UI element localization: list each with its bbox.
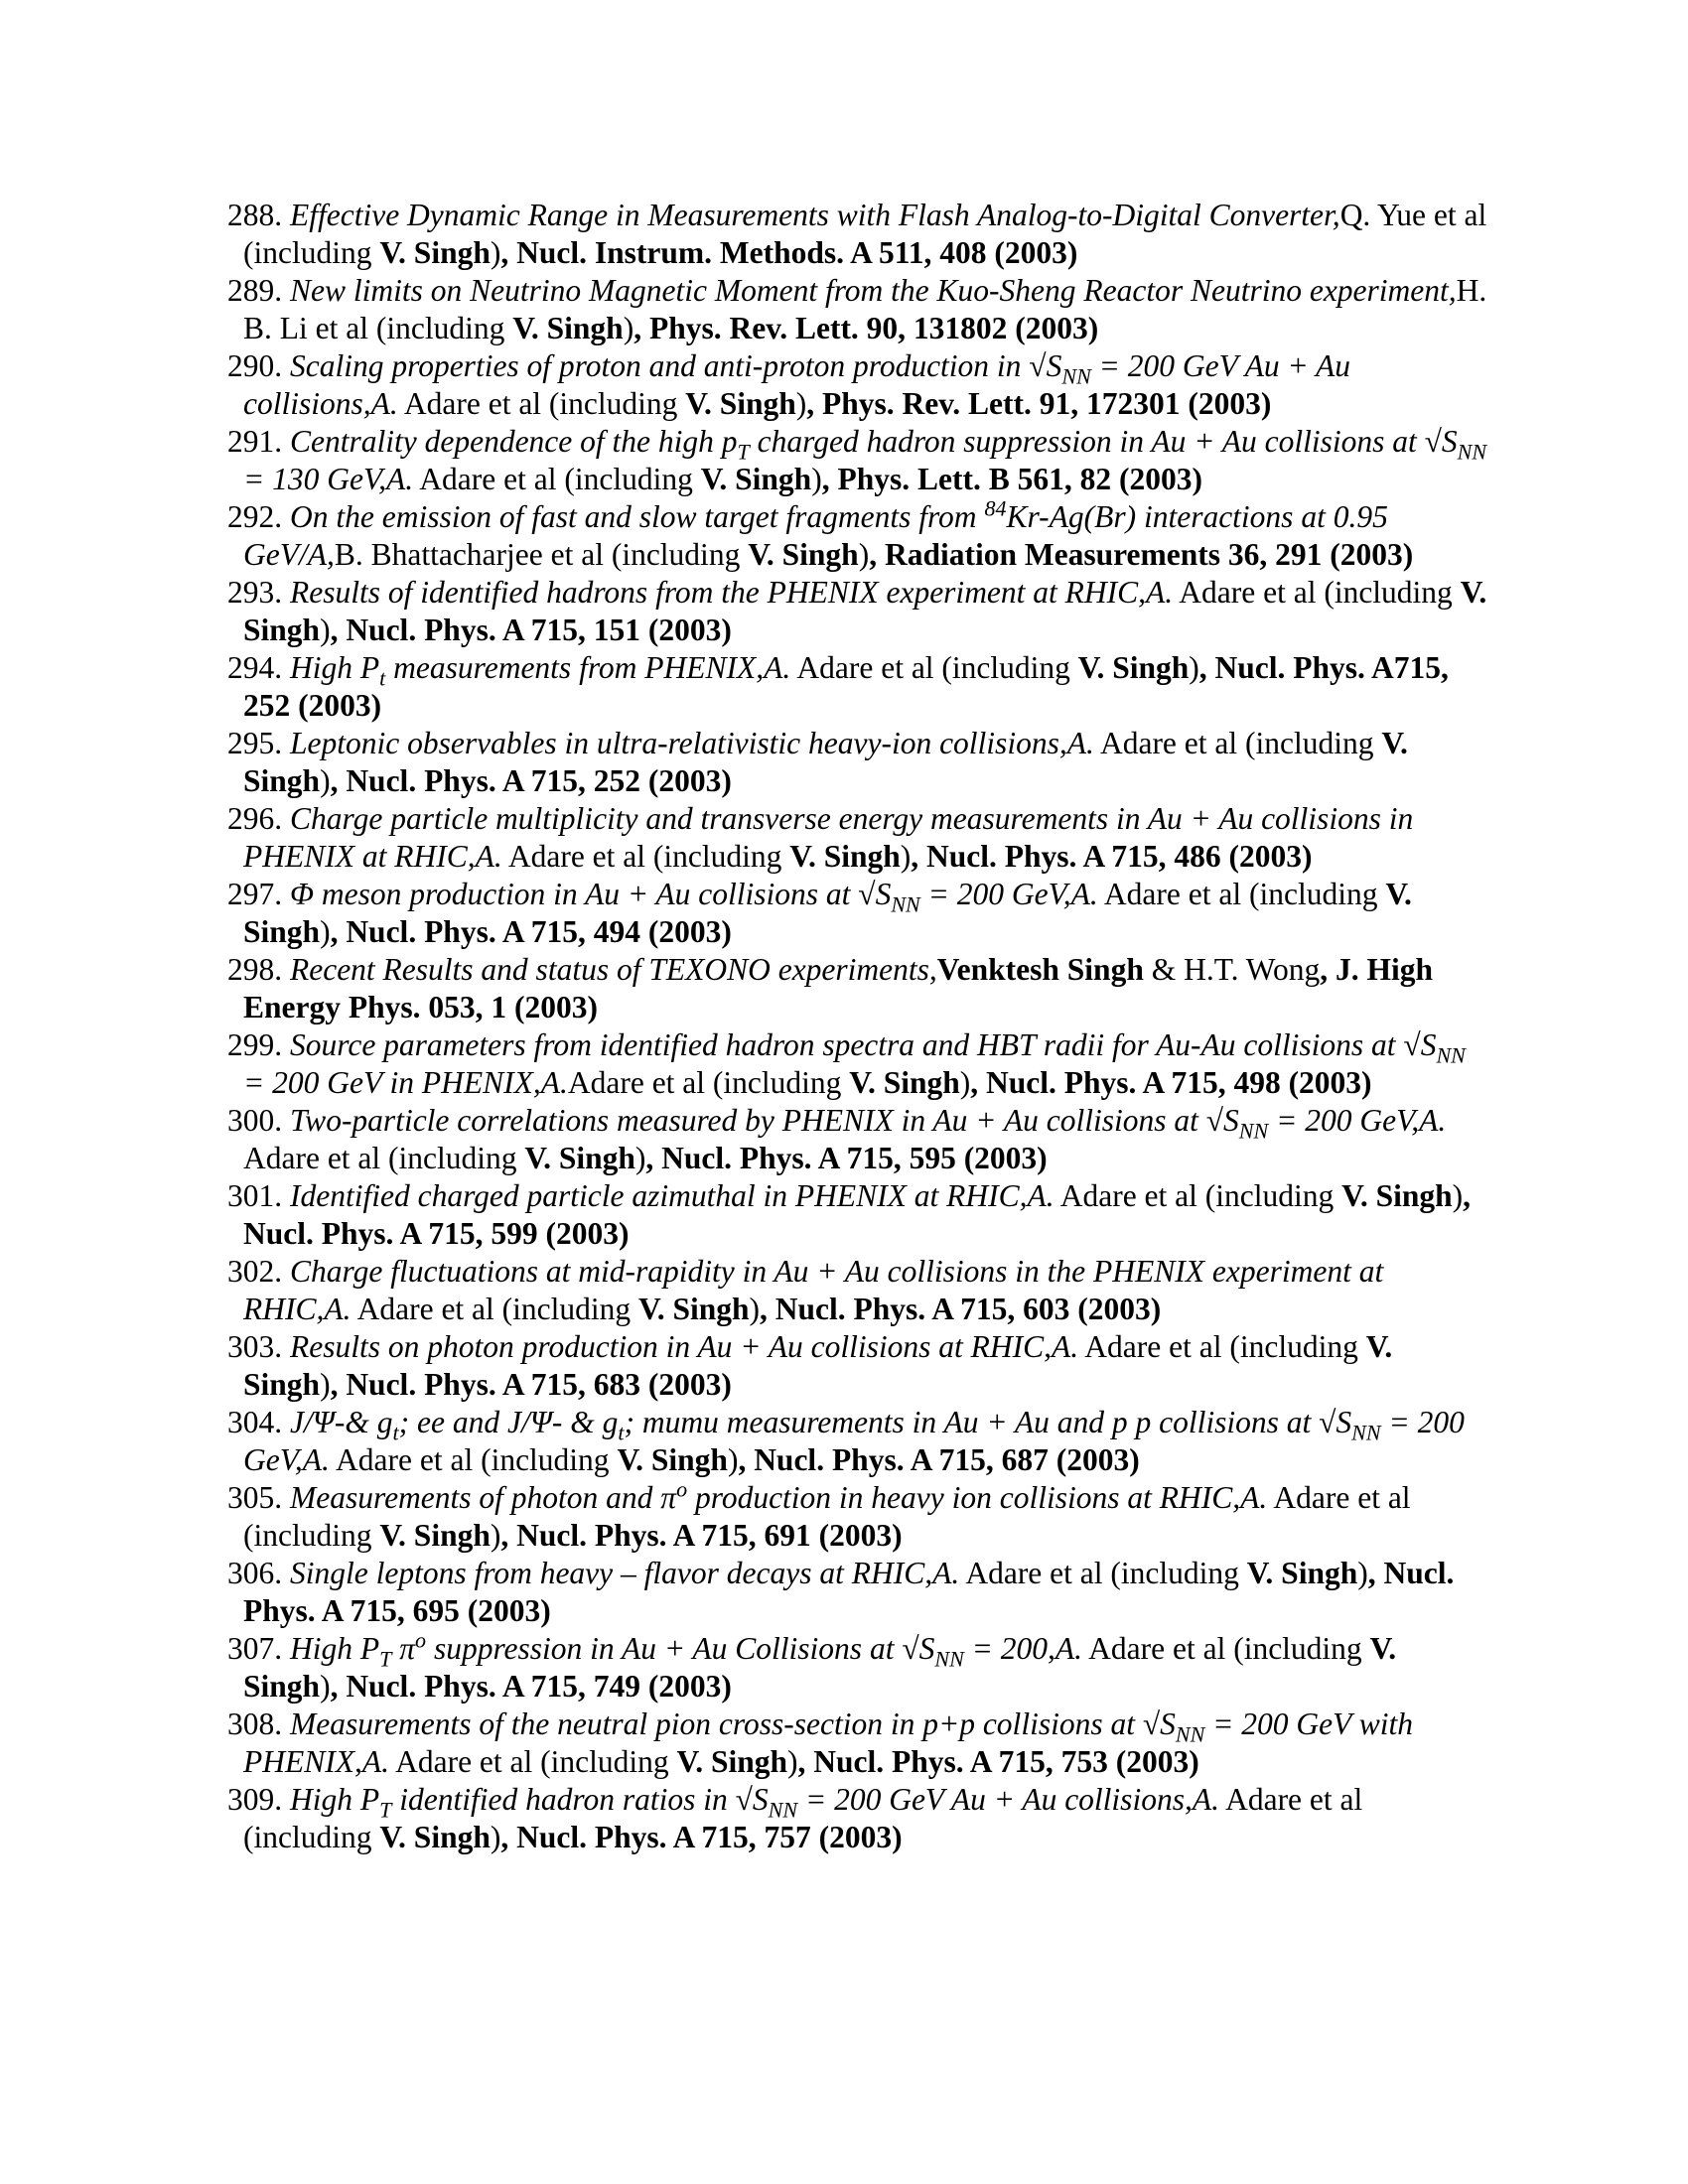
entry-authors-close: ) — [900, 839, 912, 874]
entry-authors-close: ) — [795, 386, 807, 421]
entry-number: 305. — [227, 1480, 283, 1515]
entry-author-highlight: V. Singh — [1341, 1178, 1453, 1213]
entry-authors-close: ) — [320, 1669, 331, 1704]
entry-title: Centrality dependence of the high $p_T$ charged hadron suppression in Au + Au collisions at $√S_{NN} = 130$ GeV,A. — [243, 424, 1487, 496]
publication-entry — [227, 951, 1488, 1026]
entry-authors: Adare et al (including — [243, 1141, 525, 1175]
publication-entry — [227, 1476, 1488, 1555]
entry-authors: H. B. Li et al (including — [243, 273, 1487, 345]
publication-entry — [227, 423, 1488, 498]
publication-entry — [227, 1781, 1488, 1856]
entry-journal: , Nucl. Phys. A 715, 603 (2003) — [760, 1292, 1162, 1326]
entry-journal: , Nucl. Phys. A 715, 749 (2003) — [330, 1669, 732, 1704]
entry-number: 296. — [227, 801, 283, 836]
entry-title: Measurements of photon and $\pi^o$ production in heavy ion collisions at RHIC,A. — [290, 1476, 1268, 1515]
entry-title: Leptonic observables in ultra-relativistic heavy-ion collisions,A. — [290, 726, 1094, 760]
entry-authors-close: & H.T. Wong — [1143, 952, 1321, 987]
entry-number: 309. — [227, 1782, 283, 1817]
entry-number: 291. — [227, 424, 283, 459]
entry-authors-close: ) — [320, 613, 331, 647]
publication-entry — [227, 1253, 1488, 1328]
entry-title: Recent Results and status of TEXONO experiments, — [290, 952, 937, 987]
entry-authors-close: ) — [749, 1292, 761, 1326]
entry-title: Φ meson production in Au + Au collisions at $√S_{NN} = 200$ GeV,A. — [290, 877, 1098, 917]
entry-number: 290. — [227, 348, 283, 383]
publication-entry — [227, 347, 1488, 423]
entry-author-highlight: V. Singh — [789, 839, 901, 874]
entry-title: Measurements of the neutral pion cross-section in p+p collisions at $√S_{NN} = 200$ GeV with PHENIX,A. — [243, 1706, 1413, 1779]
entry-journal: , Phys. Rev. Lett. 91, 172301 (2003) — [806, 386, 1272, 421]
entry-journal: , Nucl. Phys. A 715, 599 (2003) — [243, 1178, 1471, 1251]
entry-journal: , Nucl. Phys. A 715, 252 (2003) — [330, 763, 732, 798]
entry-author-highlight: V. Singh — [849, 1065, 960, 1100]
entry-number: 308. — [227, 1706, 283, 1741]
entry-authors: Adare et al (including — [329, 1442, 618, 1477]
entry-authors: Adare et al (including — [243, 1480, 1411, 1553]
publication-entry — [227, 1404, 1488, 1479]
entry-author-highlight: V. Singh — [243, 726, 1408, 798]
entry-number: 301. — [227, 1178, 283, 1213]
entry-authors: Adare et al (including — [959, 1556, 1247, 1590]
entry-title: Effective Dynamic Range in Measurements with Flash Analog-to-Digital Converter, — [290, 198, 1340, 232]
entry-authors-close: ) — [320, 914, 331, 949]
entry-authors: Adare et al (including — [1078, 1329, 1366, 1364]
entry-author-highlight: V. Singh — [676, 1744, 787, 1779]
entry-author-highlight: V. Singh — [243, 1329, 1393, 1402]
entry-journal: , Nucl. Phys. A 715, 494 (2003) — [330, 914, 732, 949]
entry-journal: , Nucl. Phys. A 715, 757 (2003) — [500, 1820, 903, 1854]
entry-title: New limits on Neutrino Magnetic Moment from the Kuo-Sheng Reactor Neutrino experiment, — [290, 273, 1457, 308]
entry-authors: Q. Yue et al (including — [243, 198, 1487, 270]
entry-number: 295. — [227, 726, 283, 760]
entry-title: On the emission of fast and slow target fragments from $^{84}$Kr-Ag(Br) interactions at 0.95 GeV/A, — [243, 495, 1388, 572]
publication-entry — [227, 649, 1488, 725]
entry-authors-close: ) — [490, 235, 501, 270]
entry-title: Results on photon production in Au + Au collisions at RHIC,A. — [290, 1329, 1079, 1364]
entry-title: Single leptons from heavy – flavor decays at RHIC,A. — [290, 1556, 960, 1590]
publication-entry — [227, 1627, 1488, 1706]
entry-authors: Adare et al (including — [388, 1744, 677, 1779]
entry-authors: Adare et al (including — [567, 1065, 850, 1100]
entry-author-highlight: V. Singh — [748, 537, 859, 572]
entry-authors-close: ) — [727, 1442, 739, 1477]
publication-entry — [227, 800, 1488, 876]
entry-number: 307. — [227, 1631, 283, 1666]
entry-journal: , Nucl. Phys. A 715, 687 (2003) — [738, 1442, 1140, 1477]
entry-authors-close: ) — [320, 763, 331, 798]
entry-journal: , Nucl. Phys. A 715, 683 (2003) — [330, 1367, 732, 1402]
entry-author-highlight: V. Singh — [1077, 650, 1190, 685]
entry-authors: Adare et al (including — [1093, 726, 1382, 760]
entry-journal: , Nucl. Phys. A 715, 151 (2003) — [330, 613, 732, 647]
entry-number: 288. — [227, 198, 283, 232]
publication-entry — [227, 1102, 1488, 1177]
entry-authors-close: ) — [787, 1744, 798, 1779]
entry-author-highlight: V. Singh — [379, 1518, 491, 1553]
entry-title: High $P_T$ $\pi^o$ suppression in Au + Au Collisions at $√S_{NN} = 200,A$. — [290, 1627, 1083, 1672]
publication-entry — [227, 574, 1488, 649]
entry-author-highlight: V. Singh — [379, 235, 491, 270]
entry-authors-close: ) — [858, 537, 870, 572]
entry-number: 293. — [227, 575, 283, 610]
publication-entry — [227, 1177, 1488, 1253]
publication-entry — [227, 725, 1488, 800]
entry-journal: , Nucl. Phys. A 715, 753 (2003) — [797, 1744, 1199, 1779]
entry-authors-close: ) — [1452, 1178, 1464, 1213]
entry-title: High $P_t$ measurements from PHENIX,A. — [290, 650, 791, 691]
entry-authors-close: ) — [959, 1065, 971, 1100]
entry-title: Two-particle correlations measured by PHENIX in Au + Au collisions at $√S_{NN} = 200$ GeV,A. — [290, 1103, 1447, 1144]
entry-authors-close: ) — [1357, 1556, 1368, 1590]
entry-title: J/Ψ-& $g_t$; ee and J/Ψ- & $g_t$; mumu measurements in Au + Au and p p collisions at $√S_{NN} = 200$ GeV,A. — [243, 1405, 1465, 1477]
entry-authors: Adare et al (including — [1097, 877, 1386, 911]
entry-authors: B. Bhattacharjee et al (including — [334, 537, 749, 572]
entry-journal: , Phys. Lett. B 561, 82 (2003) — [821, 462, 1202, 496]
entry-authors: Adare et al (including — [397, 386, 686, 421]
entry-journal: , Nucl. Phys. A 715, 498 (2003) — [970, 1065, 1372, 1100]
entry-title: Identified charged particle azimuthal in PHENIX at RHIC,A. — [290, 1178, 1055, 1213]
entry-author-highlight: Venktesh Singh — [936, 952, 1144, 987]
entry-number: 294. — [227, 650, 283, 685]
entry-number: 289. — [227, 273, 283, 308]
publication-entry — [227, 1328, 1488, 1404]
entry-author-highlight: V. Singh — [638, 1292, 750, 1326]
entry-authors: Adare et al (including — [790, 650, 1078, 685]
entry-authors-close: ) — [811, 462, 822, 496]
entry-number: 292. — [227, 499, 283, 534]
entry-number: 297. — [227, 877, 283, 911]
entry-journal: , Nucl. Instrum. Methods. A 511, 408 (2003) — [500, 235, 1078, 270]
entry-number: 300. — [227, 1103, 283, 1138]
entry-author-highlight: V. Singh — [243, 1631, 1397, 1704]
entry-journal: , Radiation Measurements 36, 291 (2003) — [869, 537, 1414, 572]
entry-number: 303. — [227, 1329, 283, 1364]
publication-entry — [227, 1555, 1488, 1630]
publication-entry — [227, 197, 1488, 272]
entry-author-highlight: V. Singh — [700, 462, 812, 496]
entry-journal: , Phys. Rev. Lett. 90, 131802 (2003) — [633, 311, 1099, 345]
entry-journal: , Nucl. Phys. A715, 252 (2003) — [243, 650, 1449, 723]
entry-authors: Adare et al (including — [501, 839, 790, 874]
entry-journal: , Nucl. Phys. A 715, 695 (2003) — [243, 1556, 1455, 1628]
entry-author-highlight: V. Singh — [524, 1141, 635, 1175]
entry-authors-close: ) — [490, 1820, 501, 1854]
publication-list — [227, 197, 1488, 1856]
entry-journal: , Nucl. Phys. A 715, 595 (2003) — [645, 1141, 1048, 1175]
entry-number: 302. — [227, 1254, 283, 1289]
entry-authors-close: ) — [490, 1518, 501, 1553]
entry-authors: Adare et al (including — [1054, 1178, 1342, 1213]
entry-authors-close: ) — [623, 311, 634, 345]
publication-entry — [227, 1706, 1488, 1781]
publication-entry — [227, 1026, 1488, 1102]
entry-number: 304. — [227, 1405, 283, 1439]
entry-journal: , Nucl. Phys. A 715, 486 (2003) — [911, 839, 1313, 874]
entry-title: Scaling properties of proton and anti-proton production in $√S_{NN} = 200$ GeV Au + Au collisions,A. — [243, 348, 1351, 421]
publication-entry — [227, 876, 1488, 951]
entry-number: 306. — [227, 1556, 283, 1590]
entry-number: 299. — [227, 1027, 283, 1062]
entry-authors-close: ) — [320, 1367, 331, 1402]
entry-authors: Adare et al (including — [351, 1292, 639, 1326]
entry-authors: Adare et al (including — [1173, 575, 1461, 610]
entry-title: Source parameters from identified hadron spectra and HBT radii for Au-Au collisions at $√S_{NN} = 200$ GeV in PHENIX,A. — [243, 1027, 1466, 1100]
entry-authors: Adare et al (including — [243, 1782, 1363, 1854]
entry-author-highlight: V. Singh — [512, 311, 624, 345]
entry-authors: Adare et al (including — [413, 462, 701, 496]
entry-title: High $P_T$ identified hadron ratios in $√S_{NN} = 200$ GeV Au + Au collisions,A. — [290, 1782, 1219, 1823]
entry-author-highlight: V. Singh — [243, 575, 1487, 647]
publication-entry — [227, 495, 1488, 574]
entry-authors-close: ) — [1189, 650, 1199, 685]
entry-author-highlight: V. Singh — [1246, 1556, 1358, 1590]
entry-authors: Adare et al (including — [1082, 1631, 1370, 1666]
entry-author-highlight: V. Singh — [685, 386, 796, 421]
entry-author-highlight: V. Singh — [617, 1442, 728, 1477]
entry-title: Results of identified hadrons from the PHENIX experiment at RHIC,A. — [290, 575, 1174, 610]
entry-number: 298. — [227, 952, 283, 987]
entry-journal: , J. High Energy Phys. 053, 1 (2003) — [243, 952, 1434, 1024]
entry-journal: , Nucl. Phys. A 715, 691 (2003) — [500, 1518, 903, 1553]
entry-title: Charge fluctuations at mid-rapidity in Au + Au collisions in the PHENIX experiment at RHIC,A. — [243, 1254, 1384, 1326]
entry-title: Charge particle multiplicity and transverse energy measurements in Au + Au collisions in PHENIX at RHIC,A. — [243, 801, 1414, 874]
entry-authors-close: ) — [634, 1141, 646, 1175]
entry-author-highlight: V. Singh — [243, 877, 1412, 949]
publication-entry — [227, 272, 1488, 347]
entry-author-highlight: V. Singh — [379, 1820, 491, 1854]
